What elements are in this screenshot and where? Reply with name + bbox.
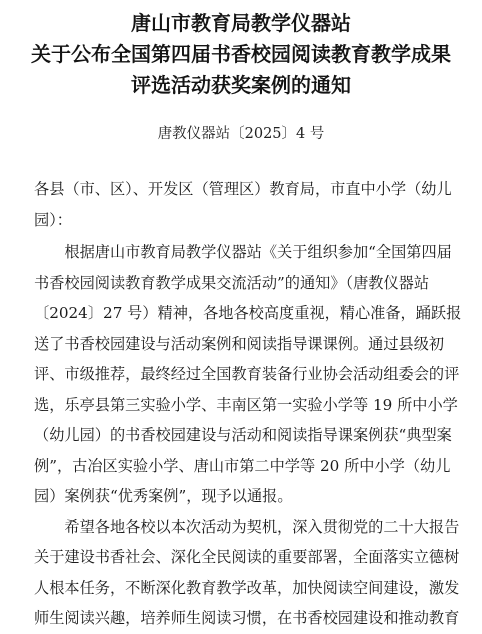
body-line: 关于建设书香社会、深化全民阅读的重要部署，全面落实立德树 xyxy=(34,548,460,566)
title-line-1: 唐山市教育局教学仪器站 xyxy=(131,11,351,35)
body-line: （幼儿园）的书香校园建设与活动和阅读指导课案例获“典型案 xyxy=(34,426,452,444)
body-paragraphs xyxy=(34,237,468,634)
addressee xyxy=(34,174,468,235)
body-line: 园）案例获“优秀案例”，现予以通报。 xyxy=(34,487,293,505)
body-line: 〔2024〕27 号）精神，各地各校高度重视，精心准备，踊跃报 xyxy=(34,304,462,322)
document-title xyxy=(0,8,482,101)
body-line: 评、市级推荐，最终经过全国教育装备行业协会活动组委会的评 xyxy=(34,365,460,383)
title-line-3: 评选活动获奖案例的通知 xyxy=(131,73,351,97)
addressee-line: 园）： xyxy=(34,210,72,229)
body-line: 选，乐亭县第三实验小学、丰南区第一实验小学等 19 所中小学 xyxy=(34,395,458,414)
addressee-line: 各县（市、区）、开发区（管理区）教育局，市直中小学（幼儿 xyxy=(34,180,452,198)
body-line: 书香校园阅读教育教学成果交流活动”的通知》（唐教仪器站 xyxy=(34,273,430,292)
title-line-2: 关于公布全国第四届书香校园阅读教育教学成果 xyxy=(31,42,451,66)
body-line: 例”，古冶区实验小学、唐山市第二中学等 20 所中小学（幼儿 xyxy=(34,456,451,475)
document-number: 唐教仪器站〔2025〕4 号 xyxy=(157,126,325,142)
body-line: 师生阅读兴趣，培养师生阅读习惯，在书香校园建设和推动教育 xyxy=(34,609,460,627)
body-line: 送了书香校园建设与活动案例和阅读指导课课例。通过县级初 xyxy=(34,334,445,353)
body-line: 人根本任务，不断深化教育教学改革，加快阅读空间建设，激发 xyxy=(34,578,460,597)
body-line: 根据唐山市教育局教学仪器站《关于组织参加“全国第四届 xyxy=(34,243,452,261)
body-line: 希望各地各校以本次活动为契机，深入贯彻党的二十大报告 xyxy=(34,517,460,536)
